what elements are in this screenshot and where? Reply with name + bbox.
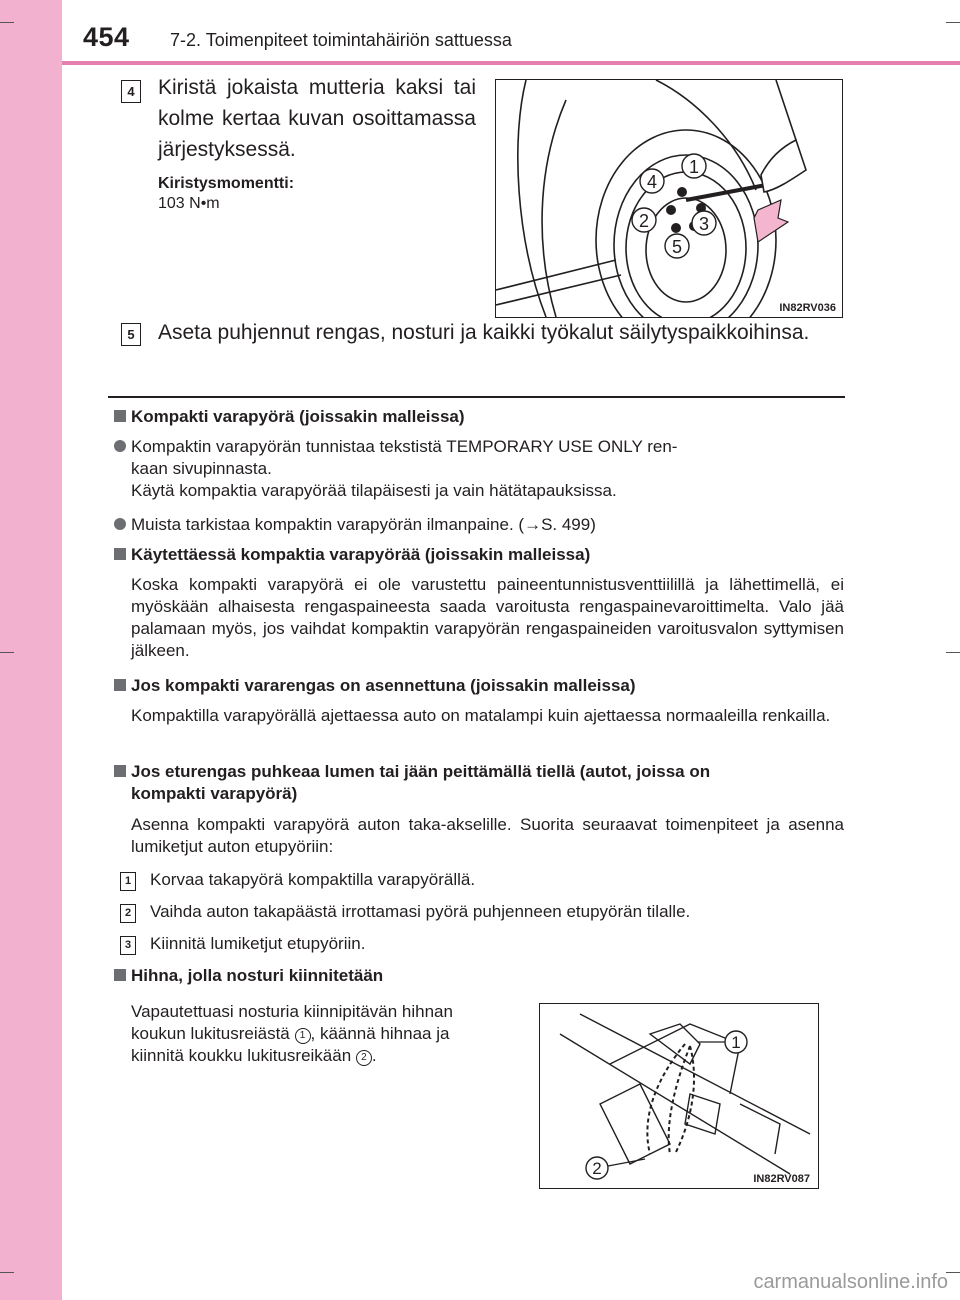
heading-compact-spare: Kompakti varapyörä (joissakin malleissa) <box>114 406 844 428</box>
page-sidebar-tab <box>0 0 62 1300</box>
crop-mark <box>0 1272 14 1273</box>
step-4-text: Kiristä jokaista mutteria kaksi tai kolme kertaa kuvan osoittamassa järjestyksessä. <box>158 76 476 161</box>
heading-square-icon <box>114 548 126 560</box>
figure-code: IN82RV087 <box>753 1173 810 1185</box>
ref-circle-2: 2 <box>356 1050 372 1066</box>
bullet-dot-icon <box>114 440 126 452</box>
header-rule <box>62 61 960 65</box>
sub-step-3: 3 Kiinnitä lumiketjut etupyöriin. <box>120 934 365 955</box>
crop-mark <box>946 1272 960 1273</box>
crop-mark <box>0 22 14 23</box>
heading-compact-installed: Jos kompakti vararengas on asennettuna (joissakin malleissa) <box>114 675 844 697</box>
nut-label-5: 5 <box>671 237 683 257</box>
bullet-temporary-use: Kompaktin varapyörän tunnistaa tekstistä TEMPORARY USE ONLY ren- kaan sivupinnasta. Käytä kompaktia varapyörää tilapäisesti ja vain hätätapauksissa. <box>114 436 844 502</box>
heading-square-icon <box>114 969 126 981</box>
section-title: 7-2. Toimenpiteet toimintahäiriön sattuessa <box>170 30 512 50</box>
nut-label-3: 3 <box>698 214 710 234</box>
page-number: 454 <box>83 22 130 52</box>
heading-front-tire-snow: Jos eturengas puhkeaa lumen tai jään peittämällä tiellä (autot, joissa on kompakti varapyörä) <box>114 761 844 805</box>
jack-strap-figure <box>539 1003 819 1189</box>
step-number-4: 4 <box>121 80 141 103</box>
heading-square-icon <box>114 679 126 691</box>
paragraph-tpms: Koska kompakti varapyörä ei ole varustettu paineentunnistusventtiilillä ja lähettimellä, ei myöskään alhaisesta rengaspaineesta saada varoitusta rengaspainevaroittimelta. Valo jää palamaan myös, jos vaihdat kompaktin varapyörän rengaspaineiden varoitusvalon syttymisen jälkeen. <box>131 575 844 660</box>
torque-value: 103 N•m <box>158 195 220 212</box>
strap-label-1: 1 <box>731 1033 741 1052</box>
bullet-dot-icon <box>114 518 126 530</box>
nut-label-1: 1 <box>688 157 700 177</box>
torque-label: Kiristysmomentti: <box>158 175 295 192</box>
crop-mark <box>0 652 14 653</box>
paragraph-vehicle-lower: Kompaktilla varapyörällä ajettaessa auto on matalampi kuin ajettaessa normaaleilla renkailla. <box>131 706 831 725</box>
bullet-check-pressure: Muista tarkistaa kompaktin varapyörän ilmanpaine. (→S. 499) <box>114 514 844 536</box>
watermark: carmanualsonline.info <box>753 1271 948 1293</box>
step-5-text: Aseta puhjennut rengas, nosturi ja kaikki työkalut säilytyspaikkoihinsa. <box>158 321 810 344</box>
heading-jack-strap: Hihna, jolla nosturi kiinnitetään <box>114 965 844 987</box>
nut-label-2: 2 <box>638 211 650 231</box>
jack-strap-illustration <box>540 1004 818 1188</box>
nut-label-4: 4 <box>646 172 658 192</box>
arrow-down-icon <box>754 200 788 242</box>
heading-square-icon <box>114 765 126 777</box>
paragraph-snow-chains: Asenna kompakti varapyörä auton taka-akselille. Suorita seuraavat toimenpiteet ja asenna lumiketjut auton etupyöriin: <box>131 815 844 856</box>
paragraph-strap: Vapautettuasi nosturia kiinnipitävän hihnan koukun lukitusreiästä 1 , käännä hihnaa ja kiinnitä koukku lukitusreikään 2 . <box>131 1002 453 1065</box>
sub-step-1: 1 Korvaa takapyörä kompaktilla varapyörällä. <box>120 870 475 891</box>
heading-square-icon <box>114 410 126 422</box>
crop-mark <box>946 22 960 23</box>
sub-step-2: 2 Vaihda auton takapäästä irrottamasi pyörä puhjenneen etupyörän tilalle. <box>120 902 690 923</box>
figure-code: IN82RV036 <box>779 302 836 314</box>
step-number-5: 5 <box>121 323 141 346</box>
ref-circle-1: 1 <box>295 1028 311 1044</box>
crop-mark <box>946 652 960 653</box>
strap-label-2: 2 <box>592 1159 602 1178</box>
wheel-nut-figure <box>495 79 843 318</box>
heading-using-compact-spare: Käytettäessä kompaktia varapyörää (joissakin malleissa) <box>114 544 844 566</box>
section-divider <box>108 396 845 398</box>
wheel-illustration <box>496 80 842 317</box>
